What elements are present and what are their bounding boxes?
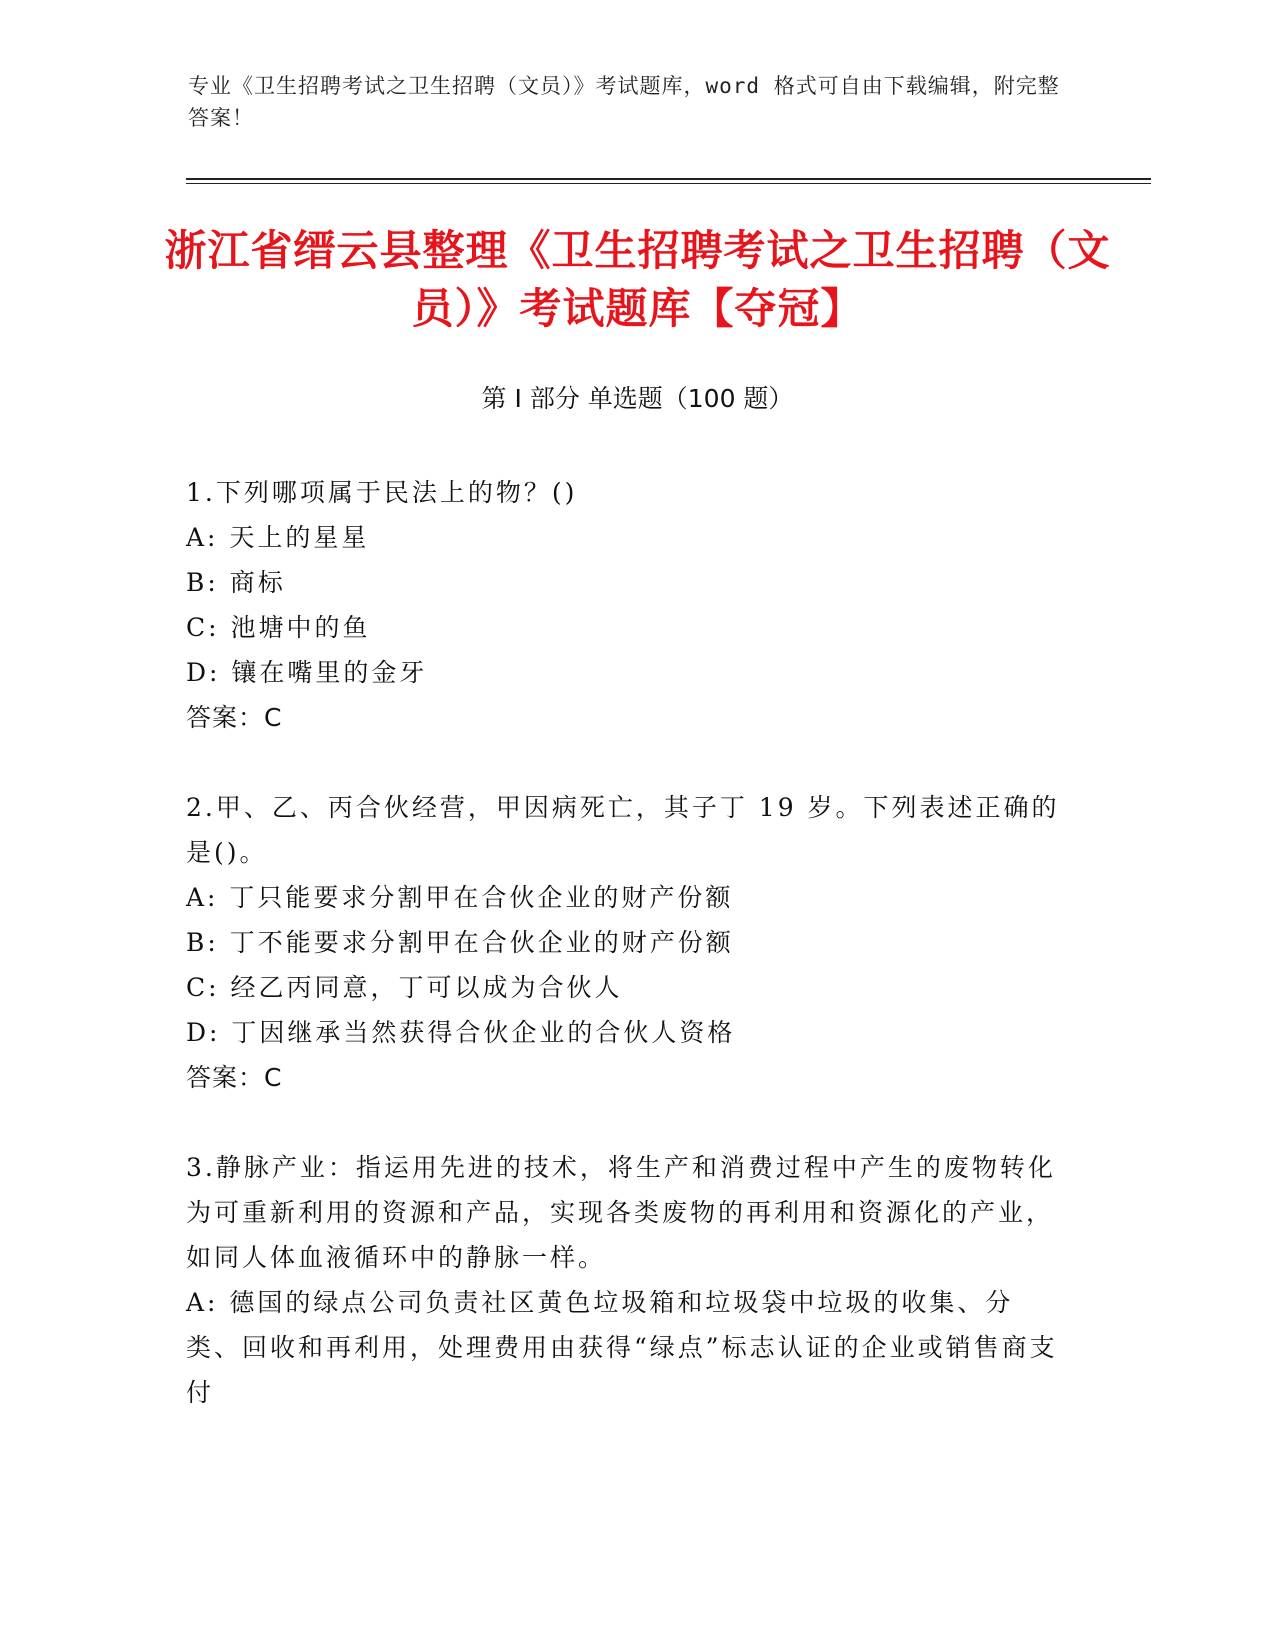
option-d: D: 镶在嘴里的金牙 xyxy=(186,658,428,687)
question-text: 2.甲、乙、丙合伙经营，甲因病死亡，其子丁 19 岁。下列表述正确的是()。 xyxy=(186,793,1060,867)
question-item xyxy=(186,470,1066,740)
header-rule-thick xyxy=(186,178,1151,180)
option-a: A: 天上的星星 xyxy=(186,523,370,552)
answer-line: 答案：C xyxy=(186,703,283,732)
section-title: 第 I 部分 单选题（100 题） xyxy=(481,384,794,413)
option-c: C: 经乙丙同意，丁可以成为合伙人 xyxy=(186,973,623,1002)
question-text: 1.下列哪项属于民法上的物？() xyxy=(186,478,578,507)
option-d: D: 丁因继承当然获得合伙企业的合伙人资格 xyxy=(186,1018,736,1047)
option-a: A: 丁只能要求分割甲在合伙企业的财产份额 xyxy=(186,883,734,912)
option-b: B: 商标 xyxy=(186,568,286,597)
header-note: 专业《卫生招聘考试之卫生招聘（文员）》考试题库，word 格式可自由下载编辑，附完整答案！ xyxy=(188,74,1060,130)
question-item xyxy=(186,785,1066,1100)
answer-line: 答案：C xyxy=(186,1063,283,1092)
header-rule-thin xyxy=(186,183,1151,184)
option-b: B: 丁不能要求分割甲在合伙企业的财产份额 xyxy=(186,928,734,957)
option-c: C: 池塘中的鱼 xyxy=(186,613,371,642)
option-a: A: 德国的绿点公司负责社区黄色垃圾箱和垃圾袋中垃圾的收集、分类、回收和再利用，处理费用由获得“绿点”标志认证的企业或销售商支付 xyxy=(186,1288,1058,1407)
question-text: 3.静脉产业：指运用先进的技术，将生产和消费过程中产生的废物转化为可重新利用的资源和产品，实现各类废物的再利用和资源化的产业，如同人体血液循环中的静脉一样。 xyxy=(186,1153,1056,1272)
question-list xyxy=(186,470,1066,1460)
document-title: 浙江省缙云县整理《卫生招聘考试之卫生招聘（文员）》考试题库【夺冠】 xyxy=(164,226,1111,333)
question-item xyxy=(186,1145,1066,1415)
